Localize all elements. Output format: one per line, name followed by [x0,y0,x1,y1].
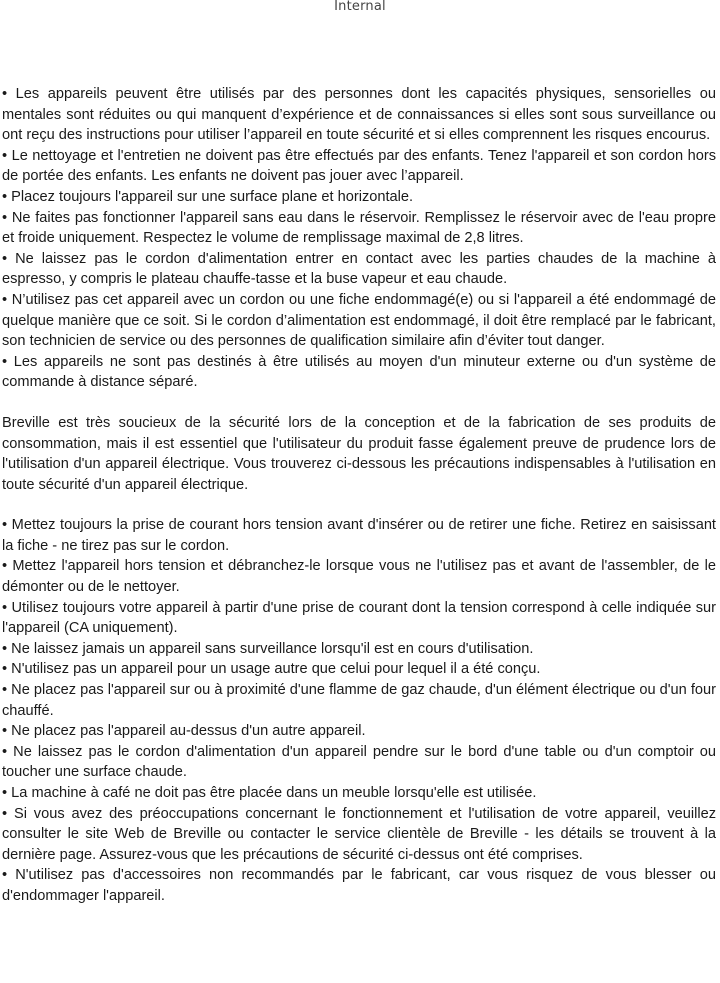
intro-section [2,413,716,495]
bullet-paragraph: • N'utilisez pas d'accessoires non recommandés par le fabricant, car vous risquez de vous blesser ou d'endommager l'appareil. [2,867,716,904]
bullet-paragraph: • N’utilisez pas cet appareil avec un cordon ou une fiche endommagé(e) ou si l'appareil a été endommagé de quelque manière que ce soit. Si le cordon d’alimentation est endommagé, il doit être remplacé par le fabricant, son technicien de service ou des personnes de qualification similaire afin d’éviter tout danger. [2,291,716,350]
bullet-paragraph: • Ne placez pas l'appareil sur ou à proximité d'une flamme de gaz chaude, d'un élément électrique ou d'un four chauffé. [2,682,716,719]
safety-bullets-section [2,84,716,393]
bullet-paragraph: • Ne laissez pas le cordon d'alimentation entrer en contact avec les parties chaudes de la machine à espresso, y compris le plateau chauffe-tasse et la buse vapeur et eau chaude. [2,250,716,288]
bullet-paragraph: • Si vous avez des préoccupations concernant le fonctionnement et l'utilisation de votre appareil, veuillez consulter le site Web de Breville ou contacter le service clientèle de Breville - les détails se trouvent à la dernière page. Assurez-vous que les précautions de sécurité ci-dessus ont été comprises. [2,805,716,863]
precautions-section [2,515,716,906]
bullet-paragraph: • Les appareils peuvent être utilisés par des personnes dont les capacités physiques, sensorielles ou mentales sont réduites ou qui manquent d’expérience et de connaissances si elles sont sous surveillance ou ont reçu des instructions pour utiliser l’appareil en toute sécurité et si elles comprennent les risques encourus. [2,86,716,144]
bullet-paragraph: • Ne faites pas fonctionner l'appareil sans eau dans le réservoir. Remplissez le réservoir avec de l'eau propre et froide uniquement. Respectez le volume de remplissage maximal de 2,8 litres. [2,209,716,247]
bullet-paragraph: • N'utilisez pas un appareil pour un usage autre que celui pour lequel il a été conçu. [2,661,541,678]
bullet-paragraph: • Ne placez pas l'appareil au-dessus d'un autre appareil. [2,723,366,740]
bullet-paragraph: • Mettez toujours la prise de courant hors tension avant d'insérer ou de retirer une fiche. Retirez en saisissant la fiche - ne tirez pas sur le cordon. [2,517,716,554]
document-body [2,84,716,907]
bullet-paragraph: • Le nettoyage et l'entretien ne doivent pas être effectués par des enfants. Tenez l'appareil et son cordon hors de portée des enfants. Les enfants ne doivent pas jouer avec l’appareil. [2,147,716,185]
bullet-paragraph: • Les appareils ne sont pas destinés à être utilisés au moyen d'un minuteur externe ou d'un système de commande à distance séparé. [2,353,716,391]
intro-paragraph: Breville est très soucieux de la sécurité lors de la conception et de la fabrication de ses produits de consommation, mais il est essentiel que l'utilisateur du produit fasse également preuve de prudence lors de l'utilisation d'un appareil électrique. Vous trouverez ci-dessous les précautions indispensables à l'utilisation en toute sécurité d'un appareil électrique. [2,414,716,493]
bullet-paragraph: • Ne laissez pas le cordon d'alimentation d'un appareil pendre sur le bord d'une table ou d'un comptoir ou toucher une surface chaude. [2,743,716,781]
classification-label: Internal [334,0,386,14]
bullet-paragraph: • Placez toujours l'appareil sur une surface plane et horizontale. [2,188,414,205]
bullet-paragraph: • Utilisez toujours votre appareil à partir d'une prise de courant dont la tension correspond à celle indiquée sur l'appareil (CA uniquement). [2,599,716,637]
bullet-paragraph: • Ne laissez jamais un appareil sans surveillance lorsqu'il est en cours d'utilisation. [2,640,534,657]
bullet-paragraph: • La machine à café ne doit pas être placée dans un meuble lorsqu'elle est utilisée. [2,785,537,801]
bullet-paragraph: • Mettez l'appareil hors tension et débranchez-le lorsque vous ne l'utilisez pas et avant de l'assembler, de le démonter ou de le nettoyer. [2,558,716,596]
